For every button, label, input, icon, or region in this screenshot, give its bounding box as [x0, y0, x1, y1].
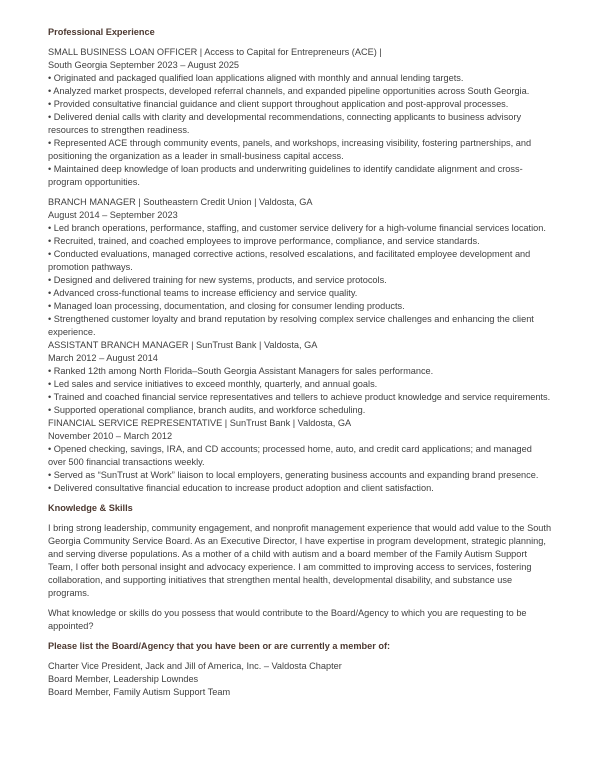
text-line: FINANCIAL SERVICE REPRESENTATIVE | SunTrust Bank | Valdosta, GA — [48, 418, 352, 428]
text-line: • Advanced cross-functional teams to increase efficiency and service quality. — [48, 288, 358, 298]
text-line: • Led sales and service initiatives to exceed monthly, quarterly, and annual goals. — [48, 379, 378, 389]
text-line: I bring strong leadership, community engagement, and nonprofit management experience that would add value to the South Georgia Community Service Board. As an Executive Director, I have expertise in program development, strategic planning, and serving diverse populations. As a mother of a child with autism and a board member of the Family Autism Support Team, I offer both personal insight and advocacy experience. I am committed to improving access to services, fostering collaboration, and supporting initiatives that strengthen mental health, developmental disability, and substance use programs. — [48, 523, 552, 598]
text-line: • Led branch operations, performance, staffing, and customer service delivery for a high-volume financial services location. — [48, 223, 546, 233]
text-line: • Originated and packaged qualified loan applications aligned with monthly and annual lending targets. — [48, 73, 464, 83]
text-line: • Conducted evaluations, managed corrective actions, resolved escalations, and facilitated employee development and promotion pathways. — [48, 249, 531, 272]
text-line: Charter Vice President, Jack and Jill of America, Inc. – Valdosta Chapter — [48, 661, 342, 671]
knowledge-skills-question — [48, 607, 552, 633]
board-membership-list — [48, 660, 552, 699]
experience-entries-banking — [48, 196, 552, 495]
knowledge-skills-statement — [48, 522, 552, 600]
section-heading-professional-experience: Professional Experience — [48, 27, 155, 37]
document-content — [48, 26, 552, 699]
text-line: • Delivered consultative financial education to increase product adoption and client satisfaction. — [48, 483, 434, 493]
text-line: • Represented ACE through community events, panels, and workshops, increasing visibility, fostering partnerships, and positioning the organization as a leader in small-business capital access. — [48, 138, 532, 161]
text-line: • Delivered denial calls with clarity and developmental recommendations, connecting applicants to business advisory resources to strengthen readiness. — [48, 112, 522, 135]
text-line: • Analyzed market prospects, developed referral channels, and expanded pipeline opportunities across South Georgia. — [48, 86, 530, 96]
text-line: South Georgia September 2023 – August 2025 — [48, 60, 240, 70]
text-line: • Strengthened customer loyalty and brand reputation by resolving complex service challenges and enhancing the client experience. — [48, 314, 534, 337]
text-line: • Managed loan processing, documentation, and closing for consumer lending products. — [48, 301, 405, 311]
text-line: BRANCH MANAGER | Southeastern Credit Union | Valdosta, GA — [48, 197, 313, 207]
experience-entry-ace — [48, 46, 552, 189]
text-line: Board Member, Leadership Lowndes — [48, 674, 199, 684]
text-line: • Served as “SunTrust at Work” liaison to local employers, generating business accounts and expanding brand presence. — [48, 470, 539, 480]
text-line: August 2014 – September 2023 — [48, 210, 178, 220]
text-line: • Trained and coached financial service representatives and tellers to achieve product knowledge and service requirements. — [48, 392, 551, 402]
text-line: • Recruited, trained, and coached employees to improve performance, compliance, and service standards. — [48, 236, 480, 246]
text-line: Board Member, Family Autism Support Team — [48, 687, 231, 697]
section-heading-knowledge-skills: Knowledge & Skills — [48, 503, 133, 513]
text-line: • Ranked 12th among North Florida–South Georgia Assistant Managers for sales performance. — [48, 366, 434, 376]
text-line: • Provided consultative financial guidance and client support throughout application and post-approval processes. — [48, 99, 509, 109]
text-line: What knowledge or skills do you possess that would contribute to the Board/Agency to which you are requesting to be appointed? — [48, 608, 527, 631]
text-line: • Opened checking, savings, IRA, and CD accounts; processed home, auto, and credit card applications; and managed over 500 financial transactions weekly. — [48, 444, 532, 467]
text-line: ASSISTANT BRANCH MANAGER | SunTrust Bank | Valdosta, GA — [48, 340, 318, 350]
text-line: SMALL BUSINESS LOAN OFFICER | Access to Capital for Entrepreneurs (ACE) | — [48, 47, 382, 57]
text-line: March 2012 – August 2014 — [48, 353, 158, 363]
text-line: • Maintained deep knowledge of loan products and underwriting guidelines to identify candidate alignment and cross-program opportunities. — [48, 164, 523, 187]
text-line: • Designed and delivered training for new systems, products, and service protocols. — [48, 275, 387, 285]
text-line: November 2010 – March 2012 — [48, 431, 173, 441]
prompt-board-membership: Please list the Board/Agency that you have been or are currently a member of: — [48, 641, 391, 651]
text-line: • Supported operational compliance, branch audits, and workforce scheduling. — [48, 405, 366, 415]
